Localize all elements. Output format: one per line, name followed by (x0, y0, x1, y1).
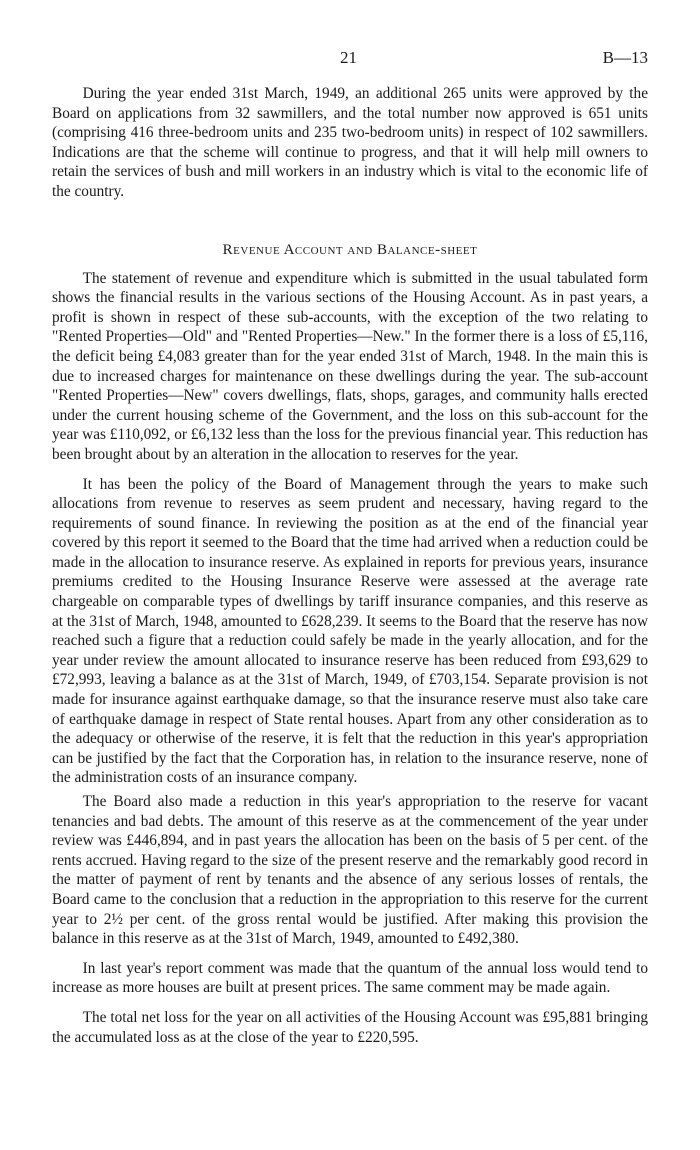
section-heading: Revenue Account and Balance-sheet (222, 241, 478, 258)
paragraph-sawmillers: During the year ended 31st March, 1949, an additional 265 units were approved by the Board on applications from 32 sawmillers, and the total number now approved is 651 units (comprising 416 three-bedroom units and 235 two-bedroom units) in respect of 102 sawmillers. Indications are that the scheme will continue to progress, and that it will help mill owners to retain the services of bush and mill workers in an industry which is vital to the economic life of the country. (52, 85, 648, 200)
paragraph-vacant-tenancies: The Board also made a reduction in this year's appropriation to the reserve for vacant tenancies and bad debts. The amount of this reserve as at the commencement of the year under review was £446,894, and in past years the allocation has been on the basis of 5 per cent. of the rents accrued. Having regard to the size of the present reserve and the remarkably good record in the matter of payment of rent by tenants and the absence of any serious losses of rentals, the Board came to the conclusion that a reduction in the appropriation to this reserve for the current year to 2½ per cent. of the gross rental would be justified. After making this provision the balance in this reserve as at the 31st of March, 1949, amounted to £492,380. (52, 793, 648, 948)
page-number: 21 (340, 48, 357, 67)
report-code: B—13 (602, 48, 648, 67)
paragraph-policy: It has been the policy of the Board of Management through the years to make such allocations from revenue to reserves as seem prudent and necessary, having regard to the requirements of sound finance. In reviewing the position as at the end of the financial year covered by this report it seemed to the Board that the time had arrived when a reduction could be made in the allocation to insurance reserve. As explained in reports for previous years, insurance premiums credited to the Housing Insurance Reserve were assessed at the average rate chargeable on comparable types of dwellings by tariff insurance companies, and this reserve as at the 31st of March, 1948, amounted to £628,239. It seems to the Board that the reserve has now reached such a figure that a reduction could safely be made in the yearly allocation, and for the year under review the amount allocated to insurance reserve has been reduced from £93,629 to £72,993, leaving a balance as at the 31st of March, 1949, of £703,154. Separate provision is not made for insurance against earthquake damage, so that the insurance reserve must also take care of earthquake damage in respect of State rental houses. Apart from any other consideration as to the adequacy or otherwise of the reserve, it is felt that the reduction in this year's appropriation can be justified by the fact that the Corporation has, in relation to the insurance reserve, none of the administration costs of an insurance company. (52, 475, 648, 787)
paragraph-statement: The statement of revenue and expenditure which is submitted in the usual tabulated form shows the financial results in the various sections of the Housing Account. As in past years, a profit is shown in respect of these sub-accounts, with the exception of the two relating to "Rented Properties—Old" and "Rented Properties—New." In the former there is a loss of £5,116, the deficit being £4,083 greater than for the year ended 31st of March, 1948. In the main this is due to increased charges for maintenance on these dwellings during the year. The sub-account "Rented Properties—New" covers dwellings, flats, shops, garages, and community halls erected under the current housing scheme of the Government, and the loss on this sub-account for the year was £110,092, or £6,132 less than the loss for the previous financial year. This reduction has been brought about by an alteration in the allocation to reserves for the year. (52, 269, 648, 463)
paragraph-total-loss: The total net loss for the year on all activities of the Housing Account was £95,881 bringing the accumulated loss as at the close of the year to £220,595. (52, 1008, 648, 1046)
page-header (52, 40, 648, 70)
paragraph-last-year: In last year's report comment was made that the quantum of the annual loss would tend to increase as more houses are built at present prices. The same comment may be made again. (52, 959, 648, 997)
